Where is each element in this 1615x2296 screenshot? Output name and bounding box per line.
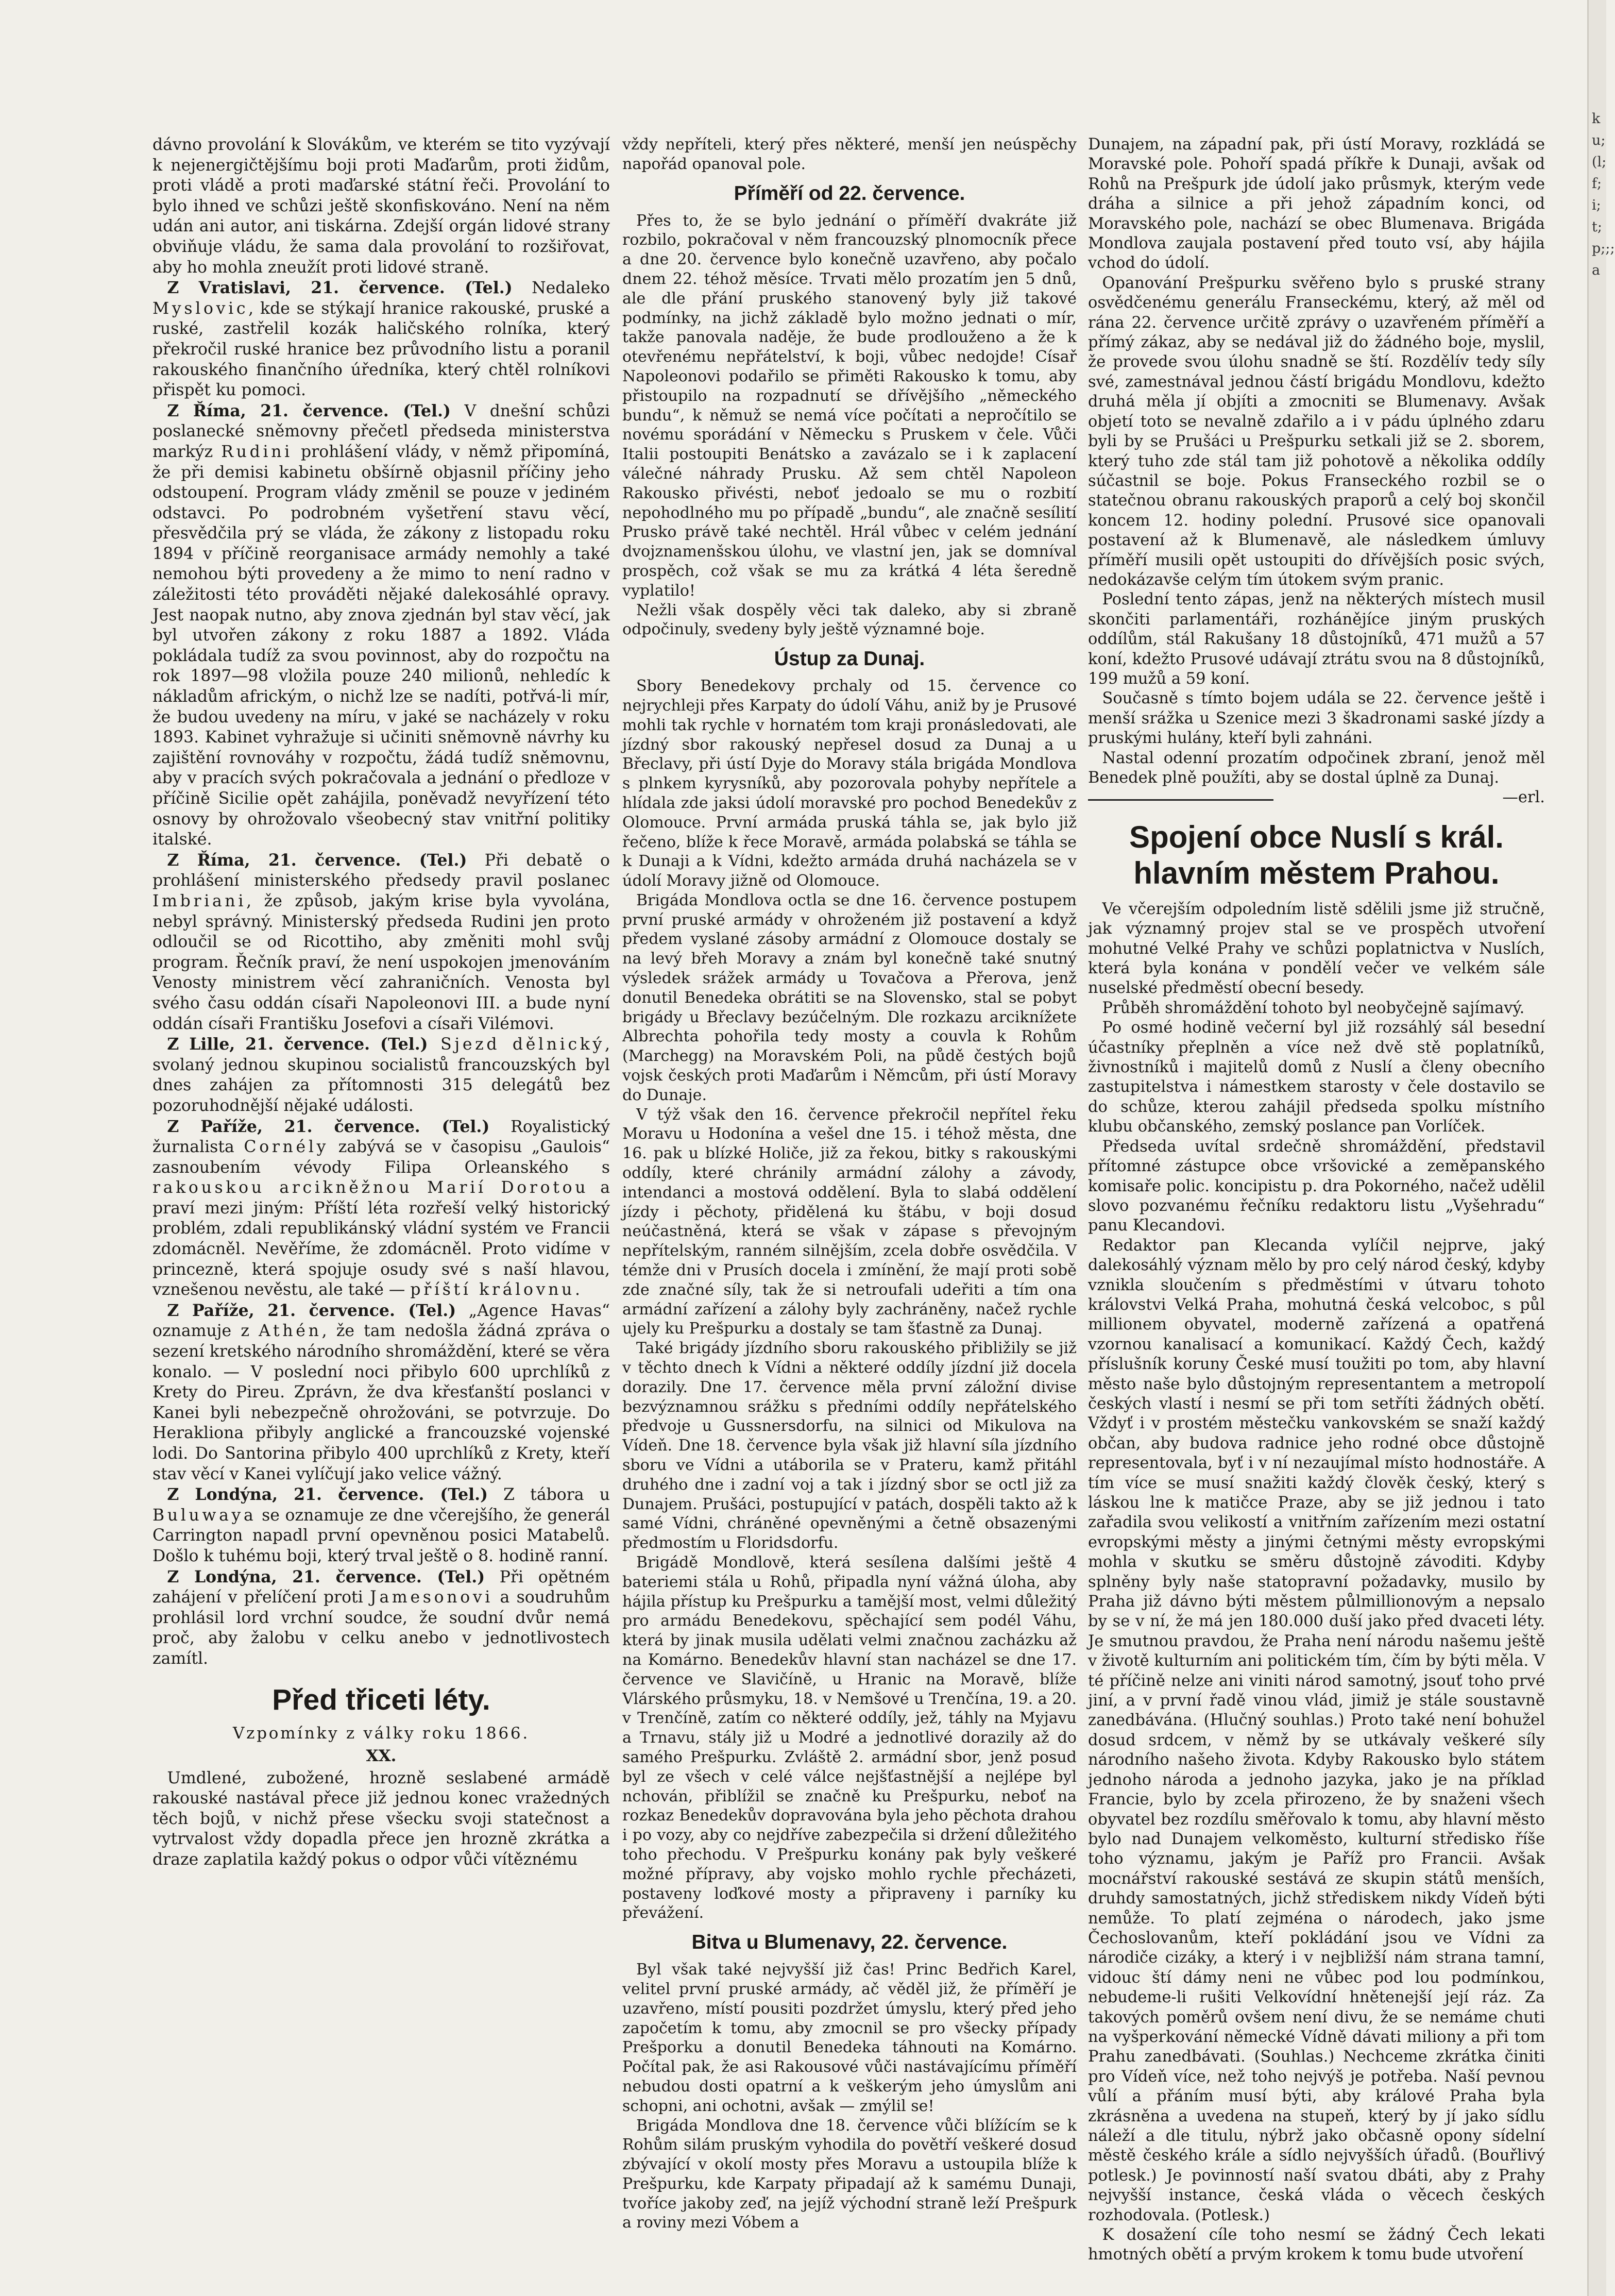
dateline-paragraph-vratislav: Z Vratislavi, 21. července. (Tel.) Nedaleko Myslovic, kde se stýkají hranice rakouské, pruské a ruské, zastřelil kozák haličského rolníka, který překročil ruské hranice bez průvodního listu a poranil rakouského finančního úředníka, který chtěl rolníkovi přispět ku pomoci. [152, 278, 610, 400]
article-paragraph: Průběh shromáždění tohoto byl neobyčejně sajímavý. [1102, 999, 1525, 1017]
spaced-name: Jamesonovi [370, 1588, 494, 1607]
dateline: Z Londýna, 21. července. (Tel.) [167, 1567, 485, 1586]
article-paragraph: K dosažení cíle toho nesmí se žádný Čech lekati hmotných obětí a prvým krokem k tomu bude utvoření [1088, 2226, 1545, 2264]
article-paragraph: Dunajem, na západní pak, při ústí Moravy, rozkládá se Moravské pole. Pohoří spadá příkře k Dunaji, avšak od Rohů na Prešpurk jde údolí jako průsmyk, kterým vede dráha a silnice a při jehož západním konci, od Moravského pole, nachází se obec Blumenava. Brigáda Mondlova zaujala postavení před touto vsí, aby hájila vchod do údolí. [1088, 136, 1545, 273]
binding-edge-text: ku;(l;f;i;t;p;;;a [1592, 111, 1615, 278]
article-subheadline: Vzpomínky z války roku 1866. [233, 1724, 530, 1743]
dateline-paragraph-rim-1: Z Říma, 21. července. (Tel.) V dnešní schůzi poslanecké sněmovny přečetl předseda ministerstva markýz Rudini prohlášení vlády, v němž připomíná, že při demisi kabinetu obšírně objasnil příčiny jeho odstoupení. Program vlády změnil se pouze v jediném odstavci. Po podrobném vyšetření stavu věcí, přesvědčila prý se vláda, že zákony z listopadu roku 1894 v příčině reorganisace armády nemohly a také nemohou býti provedeny a že mimo to není radno v záležitosti této prováděti nějaké dalekosáhlé opravy. Jest naopak nutno, aby znova zjednán byl stav věcí, jak byl utvořen zákony z roku 1887 a 1892. Vláda pokládala tudíž za svou povinnost, aby do rozpočtu na rok 1897—98 vložila pouze 240 milionů, nehledíc k nákladům africkým, o nichž lze se nadíti, potřvá-li mír, že budou uvedeny na míru, v jaké se nacházely v roku 1893. Kabinet vyhražuje si učiniti sněmovně návrhy ku zajištění rovnováhy v rozpočtu, žádá tudíž sněmovnu, aby v pracích svých pokračovala a jednání o předloze v příčině Sicilie opět zahájila, poněvadž nevyřízení této osnovy by ohrožovalo všeobecný stav vnitřní politiky italské. [152, 401, 610, 849]
article-headline: Spojení obce Nuslí s král. hlavním městem Prahou. [1129, 819, 1504, 890]
dateline-paragraph-londyn-1: Z Londýna, 21. července. (Tel.) Z tábora u Buluwaya se oznamuje ze dne včerejšího, že generál Carrington napadl první opevněnou posici Matabelů. Došlo k tuhému boji, který trval ještě o 8. hodině ranní. [152, 1485, 610, 1565]
spaced-name: Myslovic [152, 299, 249, 318]
article-paragraph: Umdlené, zubožené, hrozně seslabené armádě rakouské nastával přece již jednou konec vražedných těch bojů, v nichž přese všecku svoji statečnost a vytrvalost vždy dopadla přece jen hrozně zkrátka a draze zaplatila každý pokus o odpor vůči vítěznému [152, 1768, 610, 1869]
article-paragraph: dávno provolání k Slovákům, ve kterém se tito vyzývají k nejenergičtějšímu boji proti Maďarům, proti židům, proti vládě a proti maďarské státní řeči. Provolání to bylo ihned ve schůzi ještě skonfiskováno. Není na něm udán ani autor, ani tiskárna. Zdejší orgán lidové strany obviňuje vládu, že sama dala provolání to rozšiřovat, aby ho mohla zneužít proti lidové straně. [152, 136, 610, 277]
article-paragraph: vždy nepříteli, který přes některé, menší jen neúspěchy napořád opanoval pole. [622, 136, 1077, 173]
dateline-paragraph-londyn-2: Z Londýna, 21. července. (Tel.) Při opětném zahájení v přelíčení proti Jamesonovi a soudruhům prohlásil lord vrchní soudce, že soudní dvůr nemá proč, aby žalobu v celku anebo v jednotlivostech zamítl. [152, 1567, 610, 1668]
article-paragraph: Sbory Benedekovy prchaly od 15. července co nejrychleji přes Karpaty do údolí Váhu, aniž by je Prusové mohli tak rychle v hornatém tom kraji pronásledovati, ale jízdný sbor rakouský nepřesel dosud za Dunaj a u Břeclavy, při ústí Dyje do Moravy stála brigáda Mondlova s plnkem kyrysníků, aby pozorovala pohyby nepřítele a hlídala zde jaksi údolí moravské pro pochod Benedekův z Olomouce. První armáda pruská táhla se, jak bylo již řečeno, blíže k řece Moravě, armáda polabská se táhla se k Dunaji a k Vídni, kdežto armáda druhá nacházela se v údolí Moravy jižně od Olomouce. [622, 677, 1077, 890]
article-paragraph: Nastal odenní prozatím odpočinek zbraní, jenož měl Benedek plně použíti, aby se dostal úplně za Dunaj. [1088, 749, 1545, 787]
article-paragraph: Brigáda Mondlova dne 18. července vůči blížícím se k Rohům silám pruským vyhodila do povětří veškeré dosud zbývající v okolí mosty přes Moravu a ustoupila blíže k Prešpurku, kde Karpaty připadají až k samému Dunaji, tvoříce jakoby zeď, na jejíž východní straně leží Prešpurk a roviny mezi Vóbem a [622, 2116, 1077, 2232]
dateline: Z Paříže, 21. července. (Tel.) [167, 1301, 456, 1320]
article-paragraph: Ve včerejším odpoledním listě sdělili jsme již stručně, jak významný projev stal se ve prospěch utvoření mohutné Velké Prahy ve schůzi poplatnictva v Nuslích, která byla konána v pondělí večer ve velkém sále nuselské předměstí obecní besedy. [1088, 900, 1545, 998]
column-2 [622, 135, 1077, 2273]
column-3 [1088, 135, 1545, 2273]
dateline-paragraph-rim-2: Z Říma, 21. července. (Tel.) Při debatě o prohlášení ministerského předsedy pravil poslanec Imbriani, že způsob, jakým krise byla vyvolána, nebyl správný. Ministerský předseda Rudini jen proto odloučil se od Ricottiho, aby změniti mohl svůj program. Řečník praví, že není uspokojen jmenováním Venosty ministrem věcí zahraničních. Venosta byl svého času oddán císaři Napoleonovi III. a bude nyní oddán císaři Františku Josefovi a císaři Vilémovi. [152, 850, 610, 1033]
dateline: Z Londýna, 21. července. (Tel.) [167, 1485, 488, 1505]
article-paragraph: Brigádě Mondlově, která sesílena dalšími ještě 4 bateriemi stála u Rohů, připadla nyní vážná úloha, aby hájila přístup ku Prešpurku a tamější most, velmi důležitý pro armádu Benedekovu, spěchající sem podél Váhu, která by jinak musila udělati velmi značnou zacházku až na Komárno. Benedekův hlavní stan nacházel se dne 17. července ve Slavičíně, u Hranic na Moravě, blíže Vlárského průsmyku, 18. v Nemšové u Trenčína, 19. a 20. v Trenčíně, zatím co některé oddíly, jež, táhly na Myjavu a Trnavu, stály již u Modré a jednotlivé dorazily až do samého Prešpurku. Zvláště 2. armádní sbor, jenž posud byl ze všech v celé válce nejšťastnější a nejlépe byl nchován, přiblížil se značně ku Prešpurku, neboť na rozkaz Benedekův dopravována byla jeho pěchota drahou i po vozy, aby co nejdříve zabezpečila si držení důležitého toho přechodu. V Prešpurku konány pak byly veškeré možné přípravy, aby vojsko mohlo rychle přecházeti, postaveny loďkové mosty a připraveny i parníky ku převážení. [622, 1553, 1077, 1922]
spaced-name: Rudini [221, 442, 293, 461]
article-headline: Před třiceti léty. [272, 1683, 490, 1716]
spaced-name: příští královnu. [410, 1280, 583, 1299]
dateline-paragraph-pariz-2: Z Paříže, 21. července. (Tel.) „Agence Havas“ oznamuje z Athén, že tam nedošla žádná zpráva o sezení kretského národního shromáždění, které se věra konalo. — V poslední noci přibylo 600 uprchlíků z Krety do Pireu. Zprávn, že dva křesťanští poslanci v Kanei byli nebezpečně ohrožováni, se potvrzuje. Do Herakliona přibyly anglické a francouzské vojenské lodi. Do Santorina přibylo 400 uprchlíků z Krety, kteří stav věcí v Kanei vylíčují jako velice vážný. [152, 1301, 610, 1483]
spaced-name: Athén [259, 1322, 322, 1341]
dateline: Z Lille, 21. července. (Tel.) [167, 1035, 428, 1054]
article-paragraph: Současně s tímto bojem udála se 22. července ještě i menší srážka u Szenice mezi 3 škadronami saské jízdy a pruskými hulány, kteří byli zahnáni. [1088, 689, 1545, 748]
section-heading: Bitva u Blumenavy, 22. července. [691, 1931, 1008, 1954]
article-paragraph: Brigáda Mondlova octla se dne 16. července postupem první pruské armády v ohroženém již postavení a když předem vyslané zásoby armádní z Olomouce dostaly se na levý břeh Moravy a znám byl konečně také snutný výsledek srážek armády u Tovačova a Přerova, jenž donutil Benedeka obrátiti se na Slovensko, stal se pobyt brigády u Břeclavy bezúčelným. Dle rozkazu arciknížete Albrechta pohořila tedy mosty a couvla k Rohům (Marchegg) na Moravském Poli, na půdě čestých bojů vojsk českých proti Maďarům i Němcům, při ústí Moravy do Dunaje. [622, 891, 1077, 1104]
dateline: Z Říma, 21. července. (Tel.) [167, 850, 467, 870]
article-paragraph: Redaktor pan Klecanda vylíčil nejprve, jaký dalekosáhlý význam mělo by pro celý národ český, kdyby vznikla sloučením s předměstími v útvaru tohoto královstvi Velká Praha, mohutná česká velcoboc, s půl millionem obyvatel, moderně zařízená a opatřená vzornou kanalisací a komunikací. Každý Čech, každý příslušník koruny České musí toužiti po tom, aby hlavní město naše bylo důstojným representantem a metropolí českých vlastí i nesmí se při tom setříti žádných obětí. Vždyť i v prostém městečku vankovském se snaží každý občan, aby budova radnice jeho rodné obce důstojně representovala, byť i v ní nezaujímal místo hodnostáře. A tím více se musí snažiti každý člověk český, který s láskou lne k matičce Praze, aby se již jednou i tato zařadila svou velikostí a vnitřním zařízením mezi ostatní evropskými městy a jinými četnými městy evropskými mohla v skutku se směru důstojně závoditi. Kdyby splněny byly naše statopravní požadavky, musilo by Praha již dávno býti městem půlmillionovým a nepsalo by se v ní, že má jen 180.000 duší jako před dvaceti léty. Je smutnou pravdou, že Praha není národu našemu ještě v životě kulturním ani politickém tím, čím by býti měla. V té příčině nelze ani viniti národ samotný, jsouť toho prvé jiní, a v první řadě vinou vlád, jimiž je stále soustavně zanedbávána. (Hlučný souhlas.) Proto také není bohužel dosud srdcem, v němž by se utkávaly veškeré síly národního našeho života. Kdyby Rakousko bylo státem jednoho národa a jednoho jazyka, jako je na příklad Francie, bylo by zcela přirozeno, že by snaženi všech obyvatel bez rozdílu směřovalo k tomu, aby hlavní město bylo nad Dunajem velkoměsto, kulturní středisko říše toho významu, jakým je Paříž pro Francii. Avšak mocnářství rakouské sestává ze skupin států menších, druhdy samostatných, jichž střediskem nikdy Vídeň býti nemůže. To platí zejména o národech, jako jsme Čechoslovanům, kteří pokládání jsou ve Vídni za národiče cizáky, a který i v nejbližší nám strana tamní, vidouc ští dámy neni ne vůbec pod lou podmínkou, nebudeme-li rušiti Velkovídní hnětenejší její ráz. Za takových poměrů ovšem není divu, že se nemáme chuti na vyšperkování německé Vídně dávati miliony a při tom Prahu zanedbávati. (Souhlas.) Nechceme zkrátka činiti pro Vídeň více, než toho nejvýš je potřeba. Naší pevnou vůlí a přáním musí býti, aby králové Praha byla zkrásněna a uvedena na stupeň, který by jí jako sídlu náleží a dle titulu, nýbrž jako občasně opony sídelní městě českého krále a sídlo nejvyšších úřadů. (Bouřlivý potlesk.) Je povinností naší svatou dbáti, aby z Prahy nejvyšší instance, česká vláda o věcech českých rozhodovala. (Potlesk.) [1088, 1236, 1545, 2224]
spaced-name: Cornély [244, 1138, 329, 1157]
dateline-paragraph-lille: Z Lille, 21. července. (Tel.) Sjezd dělnický, svolaný jednou skupinou socialistů francouzských byl dnes zahájen za přítomnosti 315 delegátů bez pozoruhodnější nějaké události. [152, 1035, 610, 1115]
article-paragraph: Přes to, že se bylo jednání o příměří dvakráte již rozbilo, pokračoval v něm francouzský plnomocník přece a dne 20. července bylo konečně uzavřeno, aby počalo dnem 22. téhož měsíce. Trvati mělo prozatím jen 5 dnů, ale dle přání pruského stanovený byly již takové podmínky, na jichž základě bylo možno jednati o mír, takže panovala naděje, že bude prodlouženo a že k otevřenému nepřátelství, k boji, vůbec nedojde! Císař Napoleonovi podařilo se přiměti Rakousko k tomu, aby přistoupilo na rozpadnutí se dřívějšího „německého bundu“, k němuž se nemá více počítati a nepročítilo se novému sporádání v Německu s Pruskem v čele. Vůči Italii postoupiti Benátsko a zavázalo se i k zaplacení válečné náhrady Prusku. Až sem chtěl Napoleon Rakousko přivésti, neboť jedoalo se mu o rozbití nepohodlného mu po případě „bundu“, ale značně sesílití Prusko právě také nechtěl. Hrál vůbec v celém jednání dvojznamenšskou úlohu, ve vlastní jen, jak se domníval prospěch, což však se mu za krátká 4 léta šeredně vyplatilo! [622, 211, 1077, 600]
dateline: Z Paříže, 21. července. (Tel.) [167, 1117, 490, 1136]
spaced-name: Imbriani [152, 891, 247, 910]
article-paragraph: Předseda uvítal srdečně shromáždění, představil přítomné zástupce obce vršovické a zeměpanského komisaře polic. koncipistu p. dra Pokorného, načež udělil slovo pozvanému řečníku redaktoru listu „Vyšehradu“ panu Klecandovi. [1088, 1137, 1545, 1235]
spaced-name: Sjezd dělnický [428, 1035, 605, 1054]
author-signature-line [1088, 788, 1545, 807]
section-heading: Příměří od 22. července. [734, 182, 965, 205]
article-paragraph: Také brigády jízdního sboru rakouského přibližily se již v těchto dnech k Vídni a některé oddíly jízdní již docela dorazily. Dne 17. července měla první záložní divise bezvýznamnou srážku s předními oddíly nepřátelského předvoje u Gussnersdorfu, na silnici od Mikulova na Vídeň. Dne 18. července byla však již hlavní síla jízdního sboru ve Vídni a utáborila se v Prateru, kamž přitáhl druhého dne i zadní voj a tak i jízdný sbor se octl již za Dunajem. Prušáci, postupující v patách, dospěli takto až k samé Vídni, chráněné opevněnými a četně obsazenými předmostím u Floridsdorfu. [622, 1339, 1077, 1552]
dateline: Z Vratislavi, 21. července. (Tel.) [167, 278, 513, 298]
dateline: Z Říma, 21. července. (Tel.) [167, 401, 451, 420]
article-paragraph: Opanování Prešpurku svěřeno bylo s pruské strany osvědčenému generálu Franseckému, který, až měl od rána 22. července určitě zprávy o uzavřeném příměří a přímý zákaz, aby se nedával již do žádného boje, myslil, že provede svou úlohu snadně se ští. Rozdělív tedy síly své, zamestnával jednou částí brigádu Mondlovu, kdežto druhá měla jí objíti a zmocniti se Blumenavy. Avšak objetí toto se nevalně zdařilo a i v pádu úplného zdaru byli by se Prušáci u Prešpurku setkali již se 2. sborem, který tuho zde stál tam již pohotově a několika oddíly súčastnil se boje. Pokus Franseckého rozbil se o statečnou obranu rakouských praporů a celý boj skončil koncem 12. hodiny polední. Prusové sice opanovali postavení až k Blumenavě, ale následkem úmluvy příměří musili opět ustoupiti do dřívějších posic svých, nedokázavše celým tím útokem svým pranic. [1088, 274, 1545, 589]
installment-numeral: XX. [366, 1746, 397, 1765]
article-paragraph: Nežli však dospěly věci tak daleko, aby si zbraně odpočinuly, svedeny byly ještě významné boje. [622, 601, 1077, 639]
article-paragraph: V týž však den 16. července překročil nepřítel řeku Moravu u Hodonína a vešel dne 15. i téhož města, dne 16. pak u blízké Holiče, již za řekou, bitky s rakouskými oddíly, které chránily armádní zálohy a závody, intendanci a mostová oddělení. Byla to slabá oddělení jízdy i pěchoty, přidělená ku štábu, v boji dosud neúčastněná, která se však v zápase s převojným nepřítelským, ranném silnějším, zcela dobře osvědčila. V témže dni v Prusích docela i zmínění, že mají proti sobě zde značné síly, tak že si netroufali udeřiti a tím ona armádní zařízení a zálohy byly zachráněny, načež rychle ujely ku Prešpurku a dostaly se tam šťastně za Dunaj. [622, 1105, 1077, 1338]
article-paragraph: Byl však také nejvyšší již čas! Princ Bedřich Karel, velitel první pruské armády, ač věděl již, že příměří je uzavřeno, místí pousiti pozdržet úmyslu, který před jeho započetím k tomu, aby zmocnil se pro všecky případy Prešporku a donutil Benedeka táhnouti na Komárno. Počítal pak, že asi Rakousové vůči nastávajícímu příměří nebudou dosti opatrní a k veškerým jeho úmyslům ani schopni, ani ochotni, avšak — zmýlil se! [622, 1961, 1077, 2115]
spaced-name: rakouskou arcikněžnou Marií Dorotou [152, 1178, 589, 1197]
section-heading: Ústup za Dunaj. [774, 648, 925, 670]
binding-strip [1587, 0, 1615, 2296]
author-signature: —erl. [1502, 788, 1545, 807]
spaced-name: Buluwaya [152, 1506, 257, 1525]
column-1 [152, 135, 610, 2273]
divider [1088, 799, 1273, 807]
article-paragraph: Po osmé hodině večerní byl již rozsáhlý sál besední účastníky přeplněn a více než dvě stě poplatníků, živnostníků i majitelů domů z Nuslí a členy obecního zastupitelstva i námestkem starosty v čele dostavilo se do schůze, kterou zahájil předseda spolku místního klubu občanského, zemský poslance pan Vorlíček. [1088, 1019, 1545, 1136]
article-paragraph: Poslední tento zápas, jenž na některých místech musil skončiti parlamentáři, rozhánějíce jiným pruských oddílům, stál Rakušany 18 důstojníků, 471 mužů a 57 koní, kdežto Prusové udávají ztrátu svou na 8 důstojníků, 199 mužů a 59 koní. [1088, 590, 1545, 688]
dateline-paragraph-pariz-1: Z Paříže, 21. července. (Tel.) Royalistický žurnalista Cornély zabývá se v časopisu „Gaulois“ zasnoubením vévody Filipa Orleanského s rakouskou arcikněžnou Marií Dorotou a praví mezi jiným: Příští léta rozřeší velký historický problém, zdali republikánský vládní systém ve Francii zdomácněl. Nevěříme, že zdomácněl. Proto vidíme v princezně, která spojuje osudy své s naší hlavou, vznešenou nevěstu, ale také — příští královnu. [152, 1117, 610, 1299]
